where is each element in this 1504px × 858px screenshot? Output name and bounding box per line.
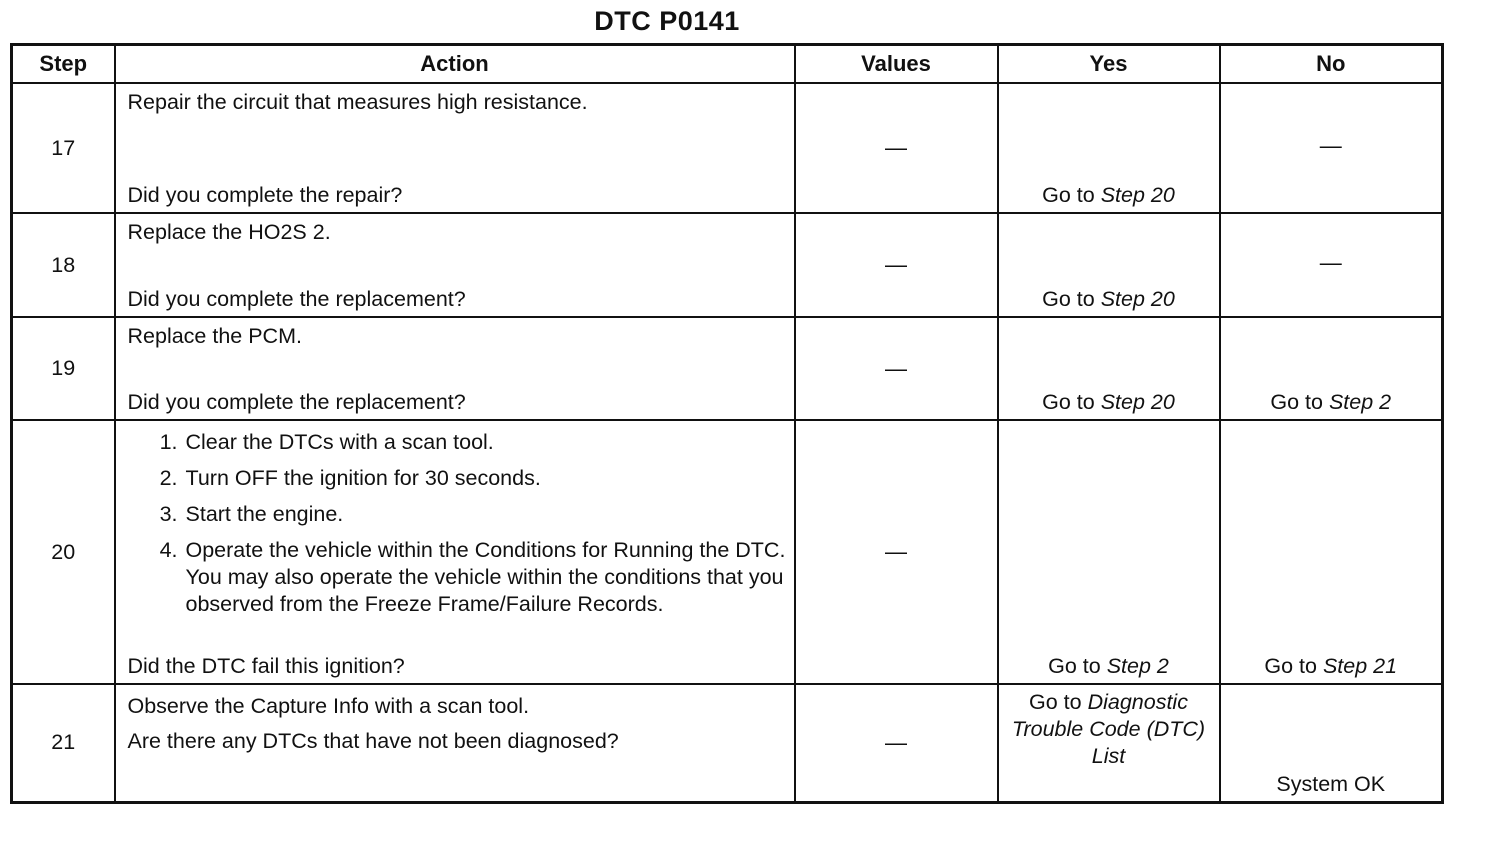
yes-cell <box>998 420 1220 684</box>
values-dash: — <box>885 355 907 381</box>
header-step: Step <box>12 45 115 84</box>
no-prefix: Go to <box>1270 390 1329 414</box>
step-number: 19 <box>12 317 115 420</box>
step-number: 17 <box>12 83 115 213</box>
table-row <box>12 83 1443 213</box>
step-number: 21 <box>12 684 115 802</box>
no-step-link: Step 21 <box>1322 654 1398 678</box>
yes-prefix: Go to <box>1042 390 1101 414</box>
no-cell <box>1220 420 1443 684</box>
header-values: Values <box>795 45 998 84</box>
no-cell <box>1220 213 1443 317</box>
yes-prefix: Go to <box>1042 287 1101 311</box>
values-cell <box>795 420 998 684</box>
diagnostic-table <box>10 43 1444 804</box>
no-step-link: Step 2 <box>1328 390 1392 414</box>
table-row <box>12 684 1443 802</box>
action-instruction: Observe the Capture Info with a scan tool. <box>127 694 530 718</box>
values-dash: — <box>885 252 907 277</box>
values-cell <box>795 684 998 802</box>
yes-prefix: Go to <box>1029 690 1088 714</box>
yes-prefix: Go to <box>1048 654 1107 678</box>
page-title: DTC P0141 <box>594 6 740 36</box>
values-dash: — <box>885 539 907 564</box>
no-prefix: Go to <box>1264 654 1323 678</box>
action-question: Did the DTC fail this ignition? <box>127 654 405 678</box>
yes-cell <box>998 213 1220 317</box>
values-dash: — <box>885 729 907 755</box>
yes-dtc-list-link: Diagnostic Trouble Code (DTC) List <box>1011 690 1206 768</box>
step-number: 20 <box>12 420 115 684</box>
action-question: Did you complete the replacement? <box>127 390 466 414</box>
action-cell <box>115 684 795 802</box>
action-cell <box>115 420 795 684</box>
yes-cell <box>998 317 1220 420</box>
no-system-ok: System OK <box>1276 771 1386 796</box>
table-header-row <box>12 45 1443 84</box>
table-row <box>12 213 1443 317</box>
action-instruction: Repair the circuit that measures high resistance. <box>127 90 588 114</box>
no-cell <box>1220 684 1443 802</box>
step-number: 18 <box>12 213 115 317</box>
action-cell <box>115 317 795 420</box>
action-instruction: Replace the PCM. <box>127 324 302 348</box>
table-row <box>12 317 1443 420</box>
values-cell <box>795 83 998 213</box>
yes-cell <box>998 684 1220 802</box>
action-instruction: Replace the HO2S 2. <box>127 220 331 244</box>
action-steps-list <box>128 429 786 622</box>
no-dash: — <box>1319 250 1342 275</box>
action-question: Did you complete the replacement? <box>127 287 466 311</box>
list-item: 2. Turn OFF the ignition for 30 seconds. <box>184 465 786 492</box>
list-item: 3. Start the engine. <box>184 501 786 528</box>
no-cell <box>1220 317 1443 420</box>
header-action: Action <box>115 45 795 84</box>
values-dash: — <box>885 135 907 160</box>
yes-prefix: Go to <box>1042 183 1101 207</box>
action-question: Did you complete the repair? <box>127 183 403 207</box>
yes-step-link: Step 2 <box>1106 654 1169 678</box>
yes-step-link: Step 20 <box>1100 287 1175 311</box>
list-item: 4. Operate the vehicle within the Conditions for Running the DTC. You may also operate the vehicle within the conditions that you observed from the Freeze Frame/Failure Records. <box>184 537 786 618</box>
values-cell <box>795 213 998 317</box>
list-item: 1. Clear the DTCs with a scan tool. <box>184 429 786 456</box>
no-dash: — <box>1319 133 1342 158</box>
yes-cell <box>998 83 1220 213</box>
yes-step-link: Step 20 <box>1100 390 1175 414</box>
header-yes: Yes <box>998 45 1220 84</box>
table-row <box>12 420 1443 684</box>
action-question: Are there any DTCs that have not been diagnosed? <box>127 729 619 753</box>
header-no: No <box>1220 45 1443 84</box>
action-cell <box>115 213 795 317</box>
yes-step-link: Step 20 <box>1100 183 1175 207</box>
values-cell <box>795 317 998 420</box>
no-cell <box>1220 83 1443 213</box>
action-cell <box>115 83 795 213</box>
